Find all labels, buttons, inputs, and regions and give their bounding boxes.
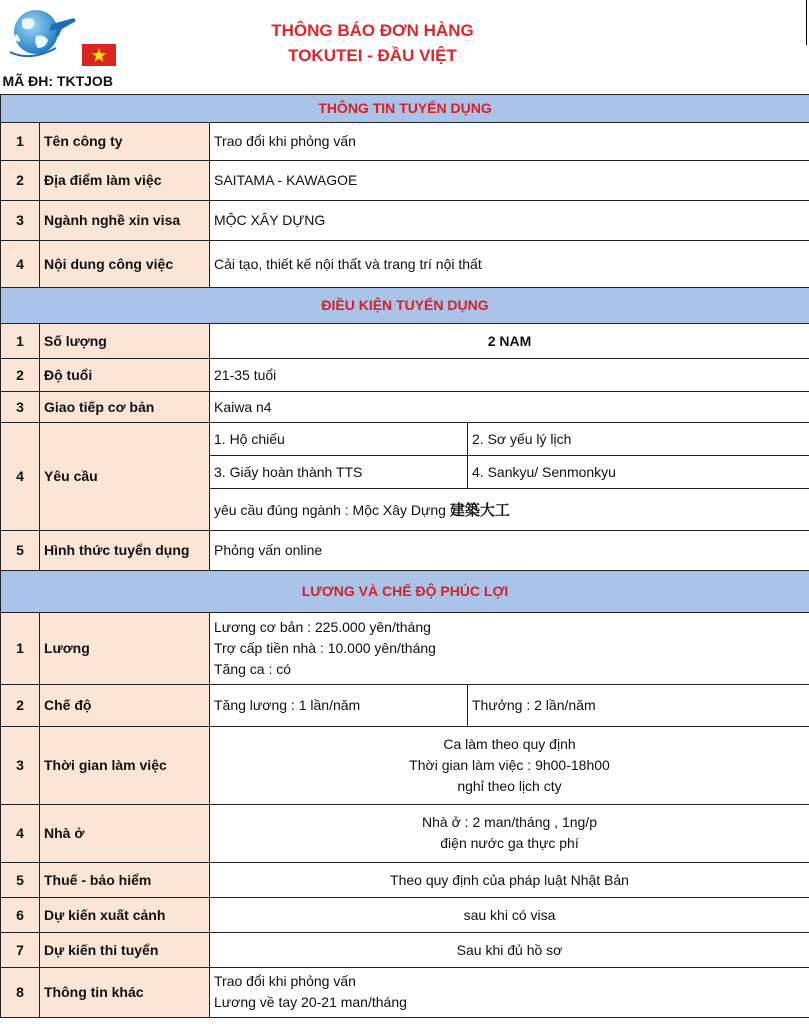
row-label: Ngành nghề xin visa — [40, 200, 210, 240]
row-label: Thông tin khác — [40, 967, 210, 1017]
row-label: Giao tiếp cơ bản — [40, 391, 210, 422]
section-recruitment-info: THÔNG TIN TUYỂN DỤNG — [1, 94, 809, 122]
company-value: Trao đổi khi phỏng vấn — [210, 122, 809, 160]
row-number: 2 — [1, 358, 40, 391]
table-row — [1, 160, 809, 200]
row-label: Thời gian làm việc — [40, 726, 210, 804]
location-value: SAITAMA - KAWAGOE — [210, 160, 809, 200]
regime-value: Tăng lương : 1 lần/năm — [210, 684, 468, 726]
row-number: 3 — [1, 391, 40, 422]
hours-line: Ca làm theo quy định — [443, 735, 576, 752]
hours-line: nghỉ theo lịch cty — [457, 777, 562, 794]
document-title: THÔNG BÁO ĐƠN HÀNG — [271, 21, 474, 40]
requirement-item: 1. Hộ chiếu — [210, 422, 468, 455]
table-row — [1, 967, 809, 1017]
table-row — [1, 612, 809, 684]
table-row — [1, 422, 809, 455]
row-label: Số lượng — [40, 323, 210, 358]
table-row — [1, 323, 809, 358]
table-row — [1, 897, 809, 932]
requirement-note-jp: 建築大工 — [449, 501, 510, 519]
order-code: MÃ ĐH: TKTJOB — [1, 68, 809, 94]
order-table — [0, 68, 809, 1018]
document-subtitle: TOKUTEI - ĐẦU VIỆT — [288, 46, 457, 65]
quantity-value: 2 NAM — [210, 323, 809, 358]
hours-line: Thời gian làm việc : 9h00-18h00 — [409, 756, 610, 773]
globe-airplane-logo — [6, 8, 80, 66]
row-number: 2 — [1, 160, 40, 200]
housing-value — [210, 804, 809, 862]
table-row — [1, 862, 809, 897]
tax-value: Theo quy định của pháp luật Nhật Bản — [210, 862, 809, 897]
row-label: Tên công ty — [40, 122, 210, 160]
row-label: Chế độ — [40, 684, 210, 726]
requirement-item: 4. Sankyu/ Senmonkyu — [468, 455, 809, 488]
table-row — [1, 391, 809, 422]
document-header — [0, 0, 809, 66]
row-number: 5 — [1, 862, 40, 897]
row-label: Dự kiến xuất cảnh — [40, 897, 210, 932]
other-line: Lương về tay 20-21 man/tháng — [214, 994, 407, 1010]
table-row — [1, 122, 809, 160]
row-label: Lương — [40, 612, 210, 684]
housing-line: Nhà ở : 2 man/tháng , 1ng/p — [422, 814, 597, 830]
vietnam-flag-icon — [82, 44, 116, 66]
salary-line: Trợ cấp tiền nhà : 10.000 yên/tháng — [214, 639, 436, 656]
row-number: 1 — [1, 323, 40, 358]
other-value — [210, 967, 809, 1017]
visa-value: MỘC XÂY DỰNG — [210, 200, 809, 240]
row-label: Địa điểm làm việc — [40, 160, 210, 200]
salary-line: Lương cơ bản : 225.000 yên/tháng — [214, 618, 431, 635]
hours-value — [210, 726, 809, 804]
order-code-row — [1, 68, 809, 94]
table-row — [1, 932, 809, 967]
row-label: Yêu cầu — [40, 422, 210, 530]
row-number: 3 — [1, 200, 40, 240]
salary-line: Tăng ca : có — [214, 660, 292, 677]
language-value: Kaiwa n4 — [210, 391, 809, 422]
table-row — [1, 200, 809, 240]
row-number: 6 — [1, 897, 40, 932]
requirement-note — [210, 488, 809, 530]
age-value: 21-35 tuổi — [210, 358, 809, 391]
row-number: 8 — [1, 967, 40, 1017]
row-label: Hình thức tuyển dụng — [40, 530, 210, 570]
row-label: Nhà ở — [40, 804, 210, 862]
row-number: 4 — [1, 422, 40, 530]
row-label: Dự kiến thi tuyển — [40, 932, 210, 967]
table-row — [1, 358, 809, 391]
header-border — [806, 0, 807, 45]
row-number: 1 — [1, 122, 40, 160]
exam-value: Sau khi đủ hồ sơ — [210, 932, 809, 967]
requirement-note-text: yêu cầu đúng ngành : Mộc Xây Dựng — [214, 501, 446, 518]
requirement-item: 3. Giấy hoàn thành TTS — [210, 455, 468, 488]
row-number: 4 — [1, 804, 40, 862]
row-label: Nội dung công việc — [40, 240, 210, 287]
form-value: Phỏng vấn online — [210, 530, 809, 570]
row-number: 5 — [1, 530, 40, 570]
table-row — [1, 684, 809, 726]
row-number: 2 — [1, 684, 40, 726]
job-value: Cải tạo, thiết kế nội thất và trang trí nội thất — [210, 240, 809, 287]
regime-value: Thưởng : 2 lần/năm — [468, 684, 809, 726]
section-header-row — [1, 94, 809, 122]
salary-value — [210, 612, 809, 684]
section-conditions: ĐIỀU KIỆN TUYỂN DỤNG — [1, 287, 809, 323]
table-row — [1, 804, 809, 862]
row-number: 3 — [1, 726, 40, 804]
row-number: 4 — [1, 240, 40, 287]
housing-line: điện nước ga thực phí — [440, 835, 579, 851]
other-line: Trao đổi khi phỏng vấn — [214, 973, 356, 989]
row-label: Thuế - bảo hiểm — [40, 862, 210, 897]
departure-value: sau khi có visa — [210, 897, 809, 932]
table-row — [1, 240, 809, 287]
section-header-row — [1, 570, 809, 612]
section-header-row — [1, 287, 809, 323]
requirement-item: 2. Sơ yếu lý lịch — [468, 422, 809, 455]
table-row — [1, 530, 809, 570]
section-salary-benefits: LƯƠNG VÀ CHẾ ĐỘ PHÚC LỢI — [1, 570, 809, 612]
table-row — [1, 726, 809, 804]
row-label: Độ tuổi — [40, 358, 210, 391]
row-number: 7 — [1, 932, 40, 967]
row-number: 1 — [1, 612, 40, 684]
